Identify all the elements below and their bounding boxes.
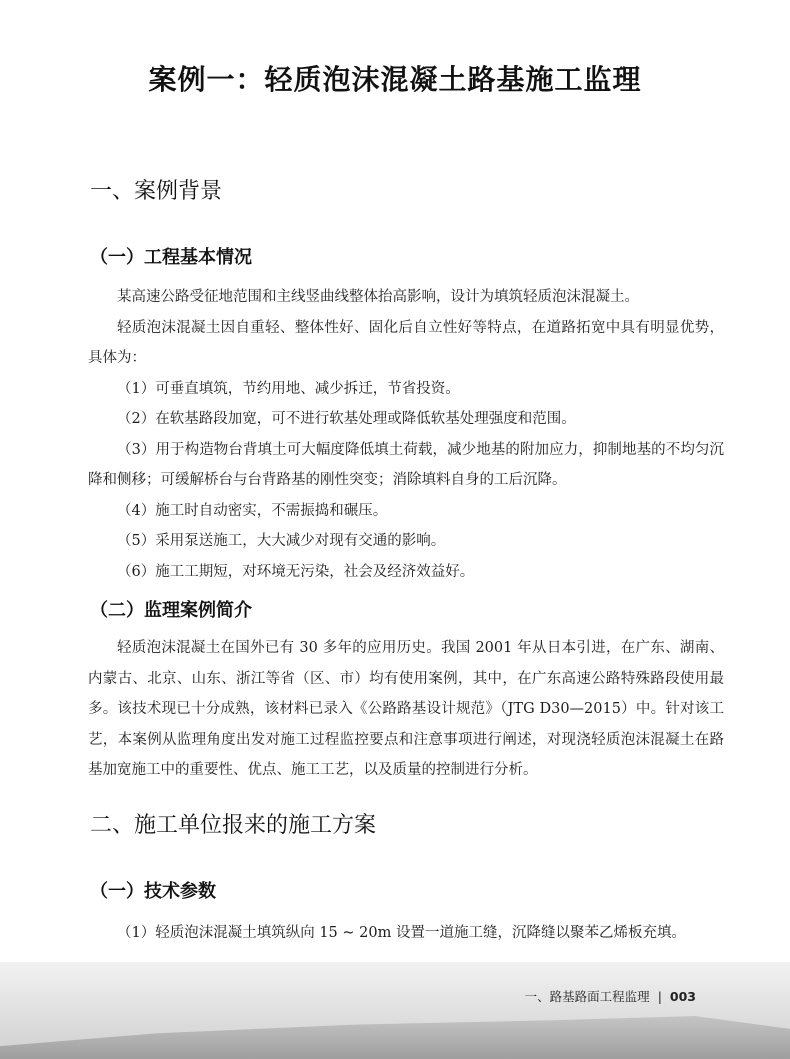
list-item: （1）轻质泡沫混凝土填筑纵向 15 ~ 20m 设置一道施工缝，沉降缝以聚苯乙烯板充填。	[117, 925, 686, 941]
paragraph: 某高速公路受征地范围和主线竖曲线整体抬高影响，设计为填筑轻质泡沫混凝土。	[117, 289, 639, 305]
basic-info-text	[88, 282, 724, 587]
tech-params-text	[88, 918, 724, 949]
footer-chapter: 一、路基路面工程监理	[524, 989, 650, 1004]
paragraph: 轻质泡沫混凝土在国外已有 30 多年的应用历史。我国 2001 年从日本引进，在广东、湖南、内蒙古、北京、山东、浙江等省（区、市）均有使用案例，其中，在广东高速公路特殊路段使用最多。该技术现已十分成熟，该材料已录入《公路路基设计规范》（JTG D30—2015）中。针对该工艺，本案例从监理角度出发对施工过程监控要点和注意事项进行阐述，对现浇轻质泡沫混凝土在路基加宽施工中的重要性、优点、施工工艺，以及质量的控制进行分析。	[88, 640, 724, 778]
page-number: 003	[669, 989, 696, 1004]
page-title: 案例一：轻质泡沫混凝土路基施工监理	[148, 63, 642, 96]
list-item: （3）用于构造物台背填土可大幅度降低填土荷载，减少地基的附加应力，抑制地基的不均匀沉降和侧移；可缓解桥台与台背路基的刚性突变；消除填料自身的工后沉降。	[88, 441, 724, 488]
subsection-heading-tech-params: （一）技术参数	[90, 881, 216, 902]
list-item: （6）施工工期短，对环境无污染，社会及经济效益好。	[117, 563, 475, 580]
subsection-heading-case-intro: （二）监理案例简介	[90, 600, 252, 621]
case-intro-text	[88, 633, 724, 786]
list-item: （2）在软基路段加宽，可不进行软基处理或降低软基处理强度和范围。	[117, 411, 576, 427]
list-item: （5）采用泵送施工，大大减少对现有交通的影响。	[117, 533, 446, 549]
list-item: （4）施工时自动密实，不需振捣和碾压。	[117, 502, 388, 519]
footer-separator: |	[657, 989, 662, 1004]
list-item: （1）可垂直填筑，节约用地、减少拆迁，节省投资。	[117, 380, 460, 397]
subsection-heading-basic-info: （一）工程基本情况	[90, 247, 252, 268]
section-heading-background: 一、案例背景	[90, 179, 223, 204]
paragraph: 轻质泡沫混凝土因自重轻、整体性好、固化后自立性好等特点，在道路拓宽中具有明显优势，具体为：	[88, 319, 724, 366]
page-footer	[525, 987, 696, 1005]
section-heading-construction-plan: 二、施工单位报来的施工方案	[90, 813, 377, 838]
